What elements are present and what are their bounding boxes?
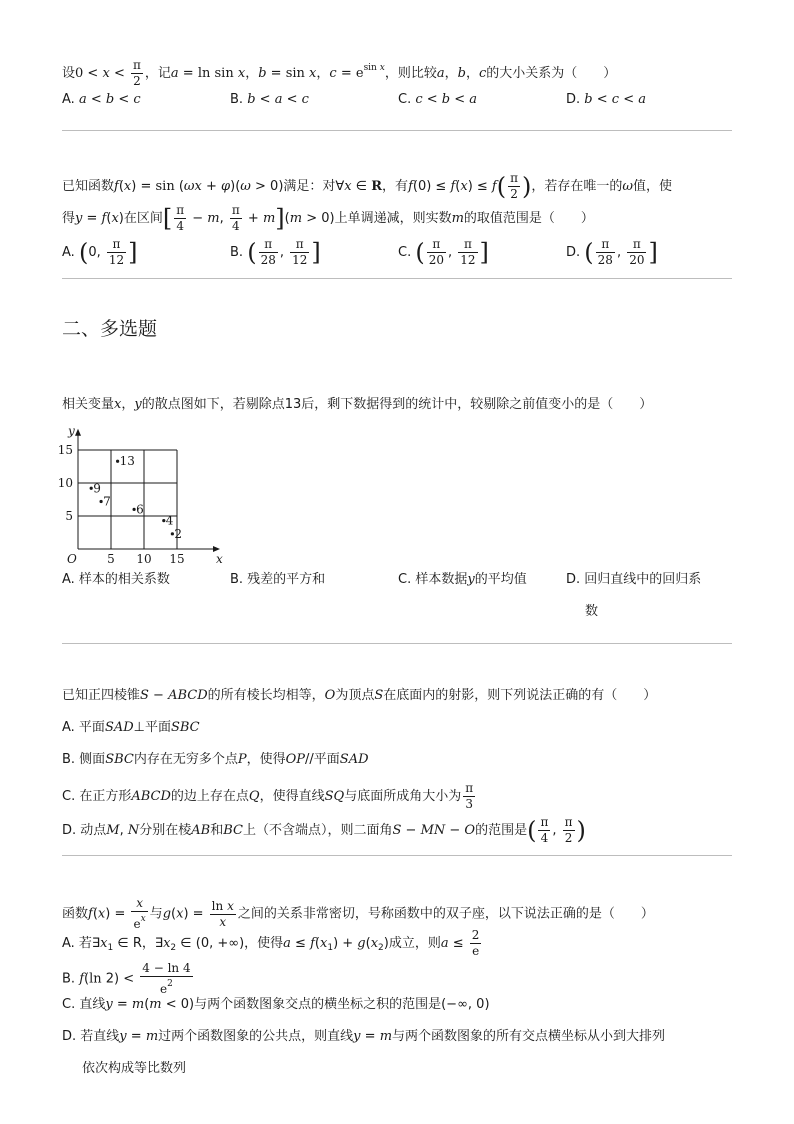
q1-option-d: D. b < c < a (566, 92, 646, 107)
q5-option-a: A. 若$\exists x_1$ ∈ R，$\exists x_2$ ∈ (0, +∞)，使得$a \le f(x_1) + g(x_2)$成立，则a ≤ $\frac{2}{e}$ (62, 928, 480, 958)
q2-option-c: C. ( $\frac{\pi}{20}$ , $\frac{\pi}{12}$ ] (398, 237, 489, 267)
q2-stem-line2: 得y = f(x)在区间[ $\frac{\pi}{4}$ − m, $\frac{\pi}{4}$ + m](m > 0)上单调递减，则实数m的取值范围是（ ） (62, 203, 594, 233)
section-title: 二、多选题 (62, 318, 158, 340)
divider (62, 643, 732, 644)
q2-stem-line1: 已知函数f(x) = sin (ωx + φ)(ω > 0)满足：对∀x ∈ R，有f(0) ≤ f(x) ≤ f( $\frac{\pi}{2}$ )，若存在唯一的ω值，使 (62, 171, 673, 201)
q4-option-c: C. 在正方形ABCD的边上存在点Q，使得直线SQ与底面所成角大小为 $\frac{\pi}{3}$ (62, 781, 474, 811)
q1-stem: 设0 < x < $\frac{\pi}{2}$ ，记a = ln sin x，b = sin x，$c = e^{sin x}$，则比较a，b，c的大小关系为（ ） (62, 58, 617, 88)
point-label: 2 (174, 526, 183, 541)
q5-option-d: D. 若直线y = m过两个函数图象的公共点，则直线y = m与两个函数图象的所有交点横坐标从小到大排列 (62, 1029, 666, 1044)
q5-option-c: C. 直线y = m(m < 0)与两个函数图象交点的横坐标之积的范围是(−∞, 0) (62, 997, 490, 1012)
q2-option-d: D. ( $\frac{\pi}{28}$ , $\frac{\pi}{20}$ ] (566, 237, 658, 267)
x-axis-label: x (216, 552, 223, 566)
q3-option-d: D. 回归直线中的回归系 (566, 572, 702, 587)
y-axis-arrow (75, 429, 81, 436)
divider (62, 130, 732, 131)
q1-option-a: A. a < b < c (62, 92, 141, 107)
q5-option-d-cont: 依次构成等比数列 (82, 1061, 187, 1076)
y-tick-label: 10 (57, 476, 73, 490)
q1-option-b: B. b < a < c (230, 92, 309, 107)
x-tick-label: 10 (136, 552, 152, 566)
y-tick-label: 15 (57, 443, 73, 457)
q2-option-b: B. ( $\frac{\pi}{28}$ , $\frac{\pi}{12}$ ] (230, 237, 321, 267)
q3-option-c: C. 样本数据y的平均值 (398, 572, 527, 587)
point-label: 9 (93, 481, 101, 496)
origin-label: O (67, 552, 77, 566)
q3-option-b: B. 残差的平方和 (230, 572, 326, 587)
q2-option-a: A. (0, $\frac{\pi}{12}$ ] (62, 237, 138, 267)
point-label: 7 (103, 494, 111, 509)
scatter-plot (57, 418, 223, 568)
q5-option-b: B. f(ln 2) < $\frac{4 - \ln 4}{e^2}$ (62, 961, 191, 996)
plot-points (90, 454, 182, 541)
point-label: 4 (165, 513, 174, 528)
q3-option-a: A. 样本的相关系数 (62, 572, 170, 587)
plot-ticks (58, 424, 223, 566)
q4-option-d: D. 动点M, N分别在棱AB和BC上（不含端点），则二面角S − MN − O的范围是( $\frac{\pi}{4}$ , $\frac{\pi}{2}$ ) (62, 815, 586, 845)
q4-option-b: B. 侧面SBC内存在无穷多个点P，使得OP//平面SAD (62, 752, 369, 767)
x-tick-label: 5 (107, 552, 115, 566)
divider (62, 855, 732, 856)
y-tick-label: 5 (65, 509, 73, 523)
q1-option-c: C. c < b < a (398, 92, 478, 107)
q3-stem: 相关变量x，y的散点图如下，若剔除点13后，剩下数据得到的统计中，较剔除之前值变小的是（ ） (62, 397, 653, 412)
x-tick-label: 15 (169, 552, 185, 566)
q5-stem: 函数f(x) = $\frac{x}{e^x}$ 与g(x) = $\frac{\text{ln x}}{x}$ 之间的关系非常密切，号称函数中的双子座，以下说法正确的是（ ） (62, 896, 654, 931)
divider (62, 278, 732, 279)
point-label: 6 (136, 502, 144, 517)
q3-option-d-cont: 数 (585, 604, 599, 619)
q4-option-a: A. 平面SAD⊥平面SBC (62, 720, 200, 735)
y-axis-label: y (68, 423, 75, 438)
point-label: 13 (119, 454, 135, 469)
q4-stem: 已知正四棱锥S − ABCD的所有棱长均相等，O为顶点S在底面内的射影，则下列说法正确的有（ ） (62, 688, 657, 703)
